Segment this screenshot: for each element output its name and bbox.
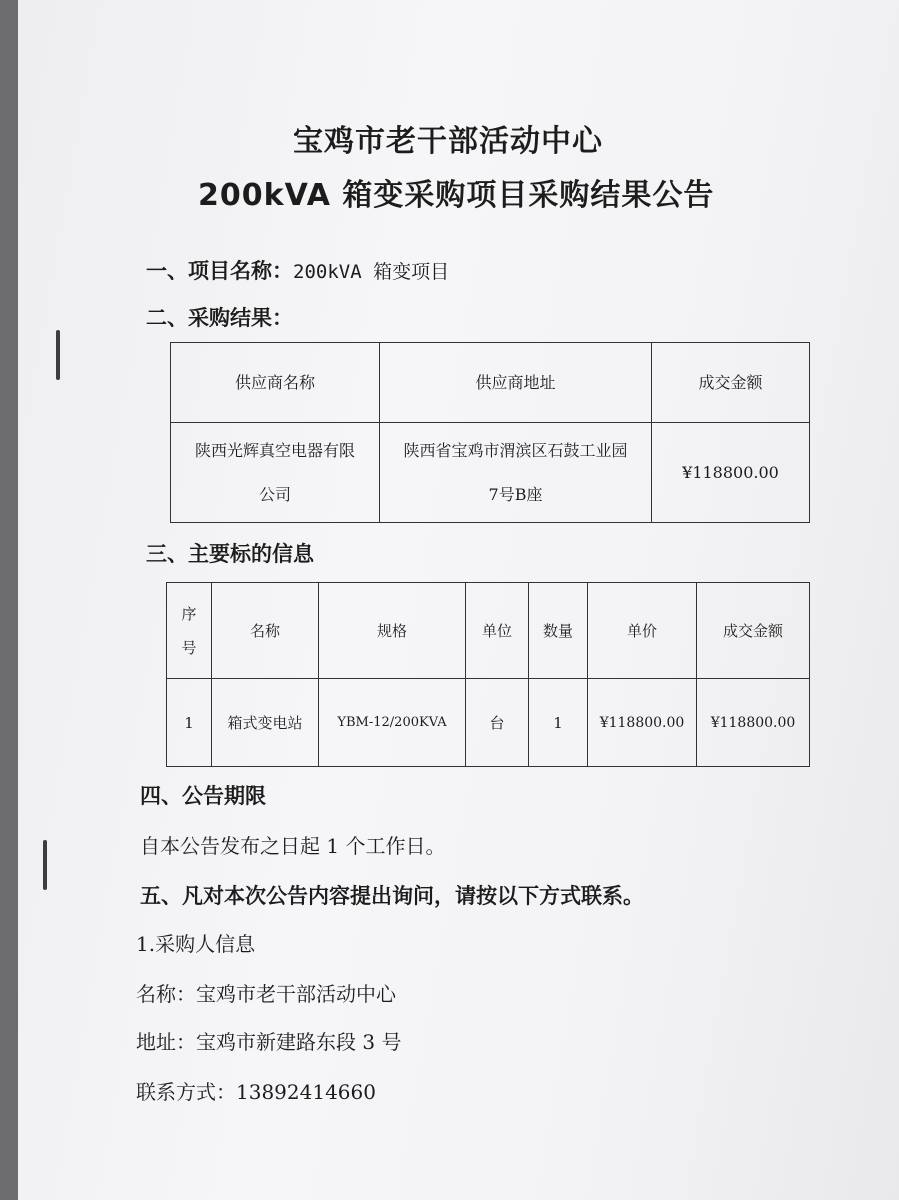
main-item-table [166, 582, 810, 767]
project-name-value: 200kVA 箱变项目 [293, 261, 450, 283]
column-header-seq [167, 583, 212, 679]
staple-mark-bottom [43, 840, 47, 890]
amount-cell: ¥118800.00 [697, 679, 810, 767]
price-cell: ¥118800.00 [588, 679, 697, 767]
section-1-label: 一、项目名称： [146, 259, 293, 283]
procurement-result-table [170, 342, 810, 523]
column-header-price: 单价 [588, 583, 697, 679]
column-header-seq-line-2: 号 [181, 638, 197, 657]
supplier-name-cell [171, 423, 380, 523]
supplier-address-line-1: 陕西省宝鸡市渭滨区石鼓工业园 [403, 440, 628, 460]
column-header-qty: 数量 [529, 583, 588, 679]
purchaser-contact-line: 联系方式：13892414660 [136, 1080, 376, 1104]
table-row [167, 679, 810, 767]
section-5-heading: 五、凡对本次公告内容提出询问，请按以下方式联系。 [140, 884, 644, 908]
staple-mark-top [56, 330, 60, 380]
column-header-seq-line-1: 序 [181, 604, 197, 623]
section-2-heading: 二、采购结果： [146, 306, 293, 330]
item-name-cell: 箱式变电站 [212, 679, 319, 767]
column-header-supplier-name: 供应商名称 [171, 343, 380, 423]
title-line-2: 200kVA 箱变采购项目采购结果公告 [198, 178, 715, 213]
section-4-heading: 四、公告期限 [140, 784, 266, 808]
supplier-address-cell [380, 423, 652, 523]
announcement-period-text: 自本公告发布之日起 1 个工作日。 [140, 834, 446, 858]
purchaser-address-line: 地址：宝鸡市新建路东段 3 号 [136, 1030, 402, 1054]
purchaser-info-subheading: 1.采购人信息 [136, 932, 256, 956]
qty-cell: 1 [529, 679, 588, 767]
title-line-1: 宝鸡市老干部活动中心 [293, 124, 603, 159]
column-header-unit: 单位 [466, 583, 529, 679]
column-header-amount: 成交金额 [652, 343, 810, 423]
amount-cell: ¥118800.00 [652, 423, 810, 523]
supplier-address-line-2: 7号B座 [488, 484, 543, 504]
table-header-row [167, 583, 810, 679]
column-header-supplier-address: 供应商地址 [380, 343, 652, 423]
table-row [171, 423, 810, 523]
unit-cell: 台 [466, 679, 529, 767]
table-header-row [171, 343, 810, 423]
supplier-name-line-2: 公司 [258, 484, 291, 504]
spec-cell: YBM-12/200KVA [319, 679, 466, 767]
section-1-heading [146, 255, 449, 285]
supplier-name-line-1: 陕西光辉真空电器有限 [194, 440, 355, 460]
section-3-heading: 三、主要标的信息 [146, 542, 314, 566]
column-header-amount: 成交金额 [697, 583, 810, 679]
column-header-spec: 规格 [319, 583, 466, 679]
purchaser-name-line: 名称：宝鸡市老干部活动中心 [136, 982, 396, 1006]
seq-cell: 1 [167, 679, 212, 767]
column-header-name: 名称 [212, 583, 319, 679]
